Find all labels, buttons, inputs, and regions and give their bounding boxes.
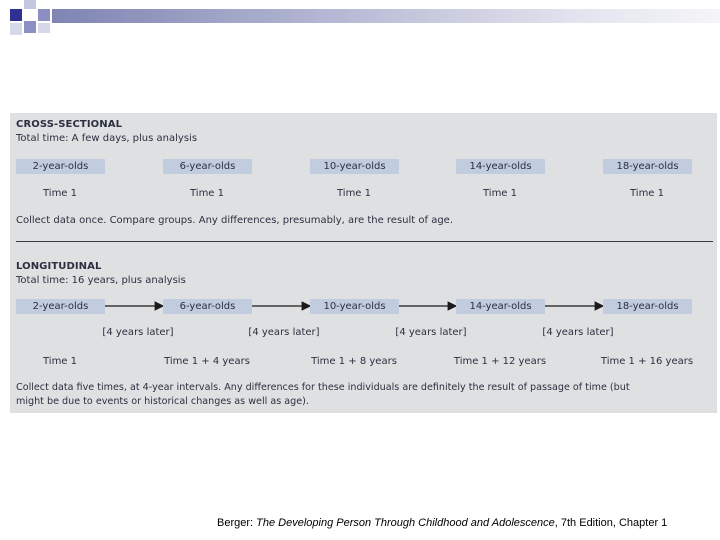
deco-square (38, 23, 50, 33)
cross-group-box: 10-year-olds (310, 159, 399, 174)
cross-time-label: Time 1 (189, 188, 224, 199)
interval-label: [4 years later] (248, 327, 320, 338)
cross-group-box: 6-year-olds (163, 159, 252, 174)
research-design-figure (10, 113, 717, 413)
cross-group-box: 2-year-olds (16, 159, 105, 174)
long-group-box: 2-year-olds (16, 299, 105, 314)
longitudinal-note-line-1: Collect data five times, at 4-year intervals. Any differences for these individuals are definitely the result of passage of time (but (16, 382, 630, 393)
cross-time-label: Time 1 (482, 188, 517, 199)
long-time-label: Time 1 + 8 years (311, 356, 397, 367)
section-divider (16, 241, 713, 242)
long-group-box: 14-year-olds (456, 299, 545, 314)
deco-square (38, 9, 50, 21)
interval-label: [4 years later] (542, 327, 614, 338)
deco-square (24, 21, 36, 33)
caption-book-title: The Developing Person Through Childhood and Adolescence (256, 517, 555, 529)
long-time-label: Time 1 (42, 356, 77, 367)
interval-label: [4 years later] (395, 327, 467, 338)
cross-sectional-note: Collect data once. Compare groups. Any differences, presumably, are the result of age. (16, 215, 454, 226)
cross-time-label: Time 1 (42, 188, 77, 199)
caption-edition: , 7th Edition, Chapter 1 (554, 517, 668, 529)
deco-square (10, 23, 22, 35)
cross-sectional-subtitle: Total time: A few days, plus analysis (16, 133, 198, 144)
citation-caption (217, 517, 707, 529)
long-time-label: Time 1 + 12 years (453, 356, 547, 367)
long-group-box: 6-year-olds (163, 299, 252, 314)
longitudinal-title: LONGITUDINAL (16, 261, 102, 272)
deco-square (10, 9, 22, 21)
slide-decoration (0, 0, 720, 40)
longitudinal-note-line-2: might be due to events or historical changes as well as age). (16, 396, 309, 407)
long-time-label: Time 1 + 16 years (600, 356, 694, 367)
longitudinal-arrows (10, 113, 717, 413)
cross-sectional-title: CROSS-SECTIONAL (16, 119, 123, 130)
deco-square (24, 0, 36, 9)
caption-author: Berger: (217, 517, 257, 529)
cross-time-label: Time 1 (336, 188, 371, 199)
long-group-box: 10-year-olds (310, 299, 399, 314)
long-group-box: 18-year-olds (603, 299, 692, 314)
long-time-label: Time 1 + 4 years (164, 356, 250, 367)
cross-group-box: 14-year-olds (456, 159, 545, 174)
interval-label: [4 years later] (102, 327, 174, 338)
longitudinal-subtitle: Total time: 16 years, plus analysis (16, 275, 186, 286)
cross-time-label: Time 1 (629, 188, 664, 199)
header-gradient-bar (52, 9, 720, 23)
cross-group-box: 18-year-olds (603, 159, 692, 174)
